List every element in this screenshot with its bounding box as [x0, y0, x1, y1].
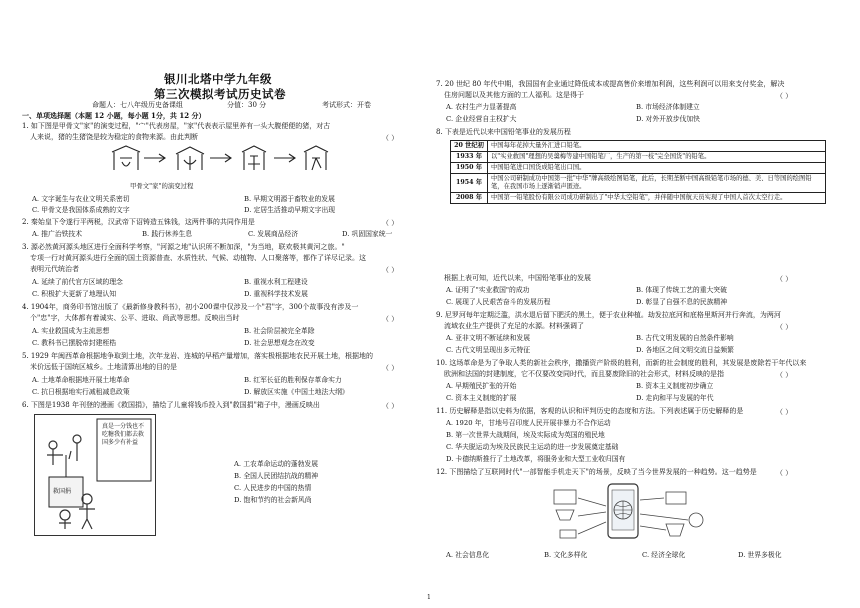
- q9-option-d[interactable]: D. 各地区之间文明交流日益频繁: [636, 346, 734, 354]
- q10-option-b[interactable]: B. 资本主义制度初步确立: [636, 382, 714, 390]
- score-line: 分值：30 分: [227, 101, 267, 109]
- q5-stem-1: 5. 1929 年闽西革命根据地争取到土地，次年龙岩、连城的早稻产量增加，落实极根据地农民开展土地，根据地的: [22, 352, 373, 360]
- q8-answer-blank[interactable]: （ ）: [776, 275, 793, 283]
- q1-figure-caption: 甲骨文"家"的演变过程: [130, 182, 194, 190]
- q4-stem-1: 4. 1904年，商务印书馆出版了《最新修身教科书》，初小200课中仅涉及一个"君"字，300个故事没有涉及一: [22, 303, 359, 311]
- q12-option-a[interactable]: A. 社会信息化: [446, 551, 490, 559]
- form-line: 考试形式：开卷: [322, 101, 371, 109]
- q2-option-c[interactable]: C. 发展商品经济: [248, 230, 299, 238]
- q3-option-b[interactable]: B. 重视水利工程建设: [244, 278, 308, 286]
- q10-stem-2: 欧洲和法国的封建制度，它不仅要改变同时代，而且要废除旧的社会形式，材料反映的是指: [444, 370, 724, 378]
- q12-option-c[interactable]: C. 经济全球化: [642, 551, 686, 559]
- q1-option-d[interactable]: D. 定居生活推动早期文字出现: [244, 206, 336, 214]
- q9-stem-2: 流域农业生产提供了充足的水源。材料强调了: [444, 322, 584, 330]
- q10-option-a[interactable]: A. 早期殖民扩张的开始: [446, 382, 517, 390]
- q6-cartoon-frame: [34, 414, 156, 536]
- q11-option-b[interactable]: B. 第一次世界大战期间，埃及实际成为英国的殖民地: [446, 431, 605, 439]
- smartphone-world-illustration: [546, 480, 716, 544]
- q2-answer-blank[interactable]: （ ）: [382, 219, 399, 227]
- exam-title: 第三次模拟考试历史试卷: [154, 87, 286, 101]
- q5-stem-2: 米价远低于国统区城乡。土地清算出地的目的是: [30, 363, 177, 371]
- q8-table-event: 中国第一铅笔股份有限公司成功研制出了"中华太空铅笔"，并伴随中国航天员实现了中国人首次太空行走。: [488, 193, 826, 204]
- page-number: 1: [427, 594, 431, 601]
- q11-option-c[interactable]: C. 华夫脱运动为埃及民族民主运动的进一步发展奠定基础: [446, 443, 619, 451]
- q8-table-event: 以"实业救国"理想的吴羹梅等建中国铅笔厂，生产的第一枝"完全国货"的铅笔。: [488, 152, 826, 163]
- q5-answer-blank[interactable]: （ ）: [382, 364, 399, 372]
- q8-table-row: [451, 141, 826, 152]
- q1-answer-blank[interactable]: （ ）: [382, 134, 399, 142]
- q2-option-a[interactable]: A. 推广治铁技术: [32, 230, 83, 238]
- q3-option-d[interactable]: D. 重视科学技术发展: [244, 290, 308, 298]
- q6-option-c[interactable]: C. 人民进步的中国的热情: [234, 484, 312, 492]
- q7-option-b[interactable]: B. 市场经济体制建立: [636, 103, 700, 111]
- q2-stem: 2. 秦始皇下令遂行平两税，汉武帝下诏铸造五铢钱，这两件事的共同作用是: [22, 218, 255, 226]
- q1-option-c[interactable]: C. 甲骨文是我国体系成熟的文字: [32, 206, 130, 214]
- q5-option-c[interactable]: C. 抗日根据地实行减租减息政策: [32, 388, 130, 396]
- q4-option-d[interactable]: D. 社会思想观念在改变: [244, 339, 315, 347]
- q3-stem-1: 3. 源必然黄河源头地区进行全面科学考察，"河源之地"认识所不断加深，"为当地，联欢极其黄河之旅。": [22, 243, 345, 251]
- q6-stem: 6. 下图是1938 年刊登的漫画《救国捐》，描绘了儿童将钱币投入到"救国捐"箱子中，漫画反映出: [22, 401, 320, 409]
- q8-table-year: 1933 年: [451, 152, 488, 163]
- q12-answer-blank[interactable]: （ ）: [776, 469, 793, 477]
- q8-table-year: 2008 年: [451, 193, 488, 204]
- q6-option-a[interactable]: A. 工农革命运动的蓬勃发展: [234, 460, 318, 468]
- q11-stem: 11. 历史解释是指以史料为依据，客观的认识和评判历史的态度和方法。下列表述属于历史解释的是: [436, 407, 744, 415]
- q7-option-a[interactable]: A. 农村生产力显著提高: [446, 103, 517, 111]
- q1-option-b[interactable]: B. 早期文明源于畜牧业的发展: [244, 195, 335, 203]
- q7-answer-blank[interactable]: （ ）: [776, 92, 793, 100]
- q7-stem-2: 住房问题以及其他方面的工人福利。这是得于: [444, 91, 584, 99]
- q8-table-row: [451, 163, 826, 174]
- q3-stem-2: 专项一行对黄河源头进行全面的国土资源普查、水质性状、气候、动植物、人口聚落等，都作了详尽记录。这: [30, 254, 366, 262]
- q8-option-c[interactable]: C. 展现了人民艰苦奋斗的发展历程: [446, 298, 551, 306]
- q6-cartoon-text: 真是一分钱也不吃糖我们都去救国多少有补益: [102, 423, 145, 447]
- q1-option-a[interactable]: A. 文字诞生与农业文明关系密切: [32, 195, 130, 203]
- q10-answer-blank[interactable]: （ ）: [776, 371, 793, 379]
- q1-stem-1: 1. 如下图是甲骨文"家"的演变过程，"宀"代表房屋，"家"代表表示屋里养有一头大腹便便的猪，对古: [22, 122, 331, 130]
- q2-option-d[interactable]: D. 巩固国家统一: [342, 230, 393, 238]
- q3-stem-3: 表明元代统治者: [30, 265, 79, 273]
- q7-option-d[interactable]: D. 对外开放步伐加快: [636, 115, 700, 123]
- q5-option-a[interactable]: A. 土地革命根据地开展土地革命: [32, 376, 130, 384]
- q9-answer-blank[interactable]: （ ）: [776, 323, 793, 331]
- q8-option-b[interactable]: B. 体现了传统工艺的重大突破: [636, 286, 727, 294]
- section-heading: 一、单项选择题（本题 12 小题，每小题 1分，共 12 分）: [22, 111, 206, 120]
- q6-option-b[interactable]: B. 全国人民团结抗战的精神: [234, 472, 319, 480]
- q10-stem-1: 10. 这场革命是为了争取人类的新社会秩序，撒播资产阶级的胜利，而新的社会制度的胜利，其发展是废除若干年代以来: [436, 359, 807, 367]
- q8-option-d[interactable]: D. 彰显了自强不息的民族精神: [636, 298, 728, 306]
- q10-option-d[interactable]: D. 走向和平与发展的年代: [636, 394, 714, 402]
- q6-donation-box-label: 救国捐: [53, 488, 72, 495]
- q1-stem-2: 人来说，猪的生猪饶是较为稳定的食物来源。由此判断: [30, 133, 198, 141]
- q8-table-event: 中国每年花掉大量外汇进口铅笔。: [488, 141, 826, 152]
- q3-answer-blank[interactable]: （ ）: [382, 266, 399, 274]
- q12-option-d[interactable]: D. 世界多极化: [738, 551, 782, 559]
- q8-table-year: 1954 年: [451, 174, 488, 193]
- q8-table-row: [451, 174, 826, 193]
- q8-table-event: 中国公司研制成功中国第一批"中华"牌高级绘图铅笔，此后，长期垄断中国高级铅笔市场的德、美、日等国的绘图铅笔，在我国市场上逐渐销声匿迹。: [488, 174, 826, 193]
- q4-stem-2: 个"忠"字，大体都有着诚实、公平、进取、尚武等思想。反映出当时: [30, 314, 240, 322]
- q3-option-a[interactable]: A. 延续了前代官方区域的理念: [32, 278, 123, 286]
- q6-option-d[interactable]: D. 饱和节约的社会新风尚: [234, 496, 312, 504]
- q7-option-c[interactable]: C. 企业经营自主权扩大: [446, 115, 517, 123]
- q9-stem-1: 9. 尼罗河每年定期泛滥，洪水退后留下肥沃的黑土，便于农业种植。劫发拉底河和底格里斯河并行奔流，为两河: [436, 311, 781, 319]
- q8-table-row: [451, 193, 826, 204]
- q11-answer-blank[interactable]: （ ）: [776, 408, 793, 416]
- q9-option-c[interactable]: C. 古代文明呈现出多元特征: [446, 346, 531, 354]
- q2-option-b[interactable]: B. 践行休养生息: [142, 230, 193, 238]
- q4-answer-blank[interactable]: （ ）: [382, 315, 399, 323]
- q8-table-event: 中国铅笔进口国货成铅笔出口国。: [488, 163, 826, 174]
- q8-table-year: 20 世纪初: [451, 141, 488, 152]
- q8-pencil-history-table: [450, 140, 826, 204]
- q8-stem-2: 根据上表可知，近代以来，中国铅笔事业的发展: [444, 274, 591, 282]
- q4-option-a[interactable]: A. 实业救国成为主流思想: [32, 327, 110, 335]
- q11-option-d[interactable]: D. 卡德纳斯推行了土地改革，将服务业和大型工业收归国有: [446, 455, 626, 463]
- school-title: 银川北塔中学九年级: [164, 72, 272, 86]
- q11-option-a[interactable]: A. 1920 年，甘地号召印度人民开展非暴力不合作运动: [446, 419, 611, 427]
- q10-option-c[interactable]: C. 资本主义制度的扩展: [446, 394, 517, 402]
- q7-stem-1: 7. 20 世纪 80 年代中期，我国国有企业通过降低成本或提高售价来增加利润，这些利润可以用来支付奖金，解决: [436, 80, 785, 88]
- q8-stem-1: 8. 下表是近代以来中国铅笔事业的发展历程: [436, 128, 571, 136]
- q8-option-a[interactable]: A. 证明了"实业救国"的成功: [446, 286, 530, 294]
- q8-table-year: 1950 年: [451, 163, 488, 174]
- q12-stem: 12. 下图描绘了互联网时代"一部智能手机走天下"的场景，反映了当今世界发展的一种趋势。这一趋势是: [436, 468, 757, 476]
- q9-option-a[interactable]: A. 亚非文明不断延续和发展: [446, 334, 530, 342]
- q4-option-c[interactable]: C. 教科书已摆脱帝封建桎梏: [32, 339, 117, 347]
- q4-option-b[interactable]: B. 社会阶层被完全革除: [244, 327, 315, 335]
- q8-table-row: [451, 152, 826, 163]
- q5-option-d[interactable]: D. 解放区实施《中国土地法大纲》: [244, 388, 349, 396]
- q3-option-c[interactable]: C. 积极扩大更新了地理认知: [32, 290, 117, 298]
- q9-option-b[interactable]: B. 古代文明发展的自然条件影响: [636, 334, 734, 342]
- author-line: 命题人：七八年级历史备课组: [92, 101, 183, 109]
- q5-option-b[interactable]: B. 红军长征的胜利保存革命实力: [244, 376, 342, 384]
- q6-answer-blank[interactable]: （ ）: [382, 402, 399, 410]
- q12-option-b[interactable]: B. 文化多样化: [544, 551, 588, 559]
